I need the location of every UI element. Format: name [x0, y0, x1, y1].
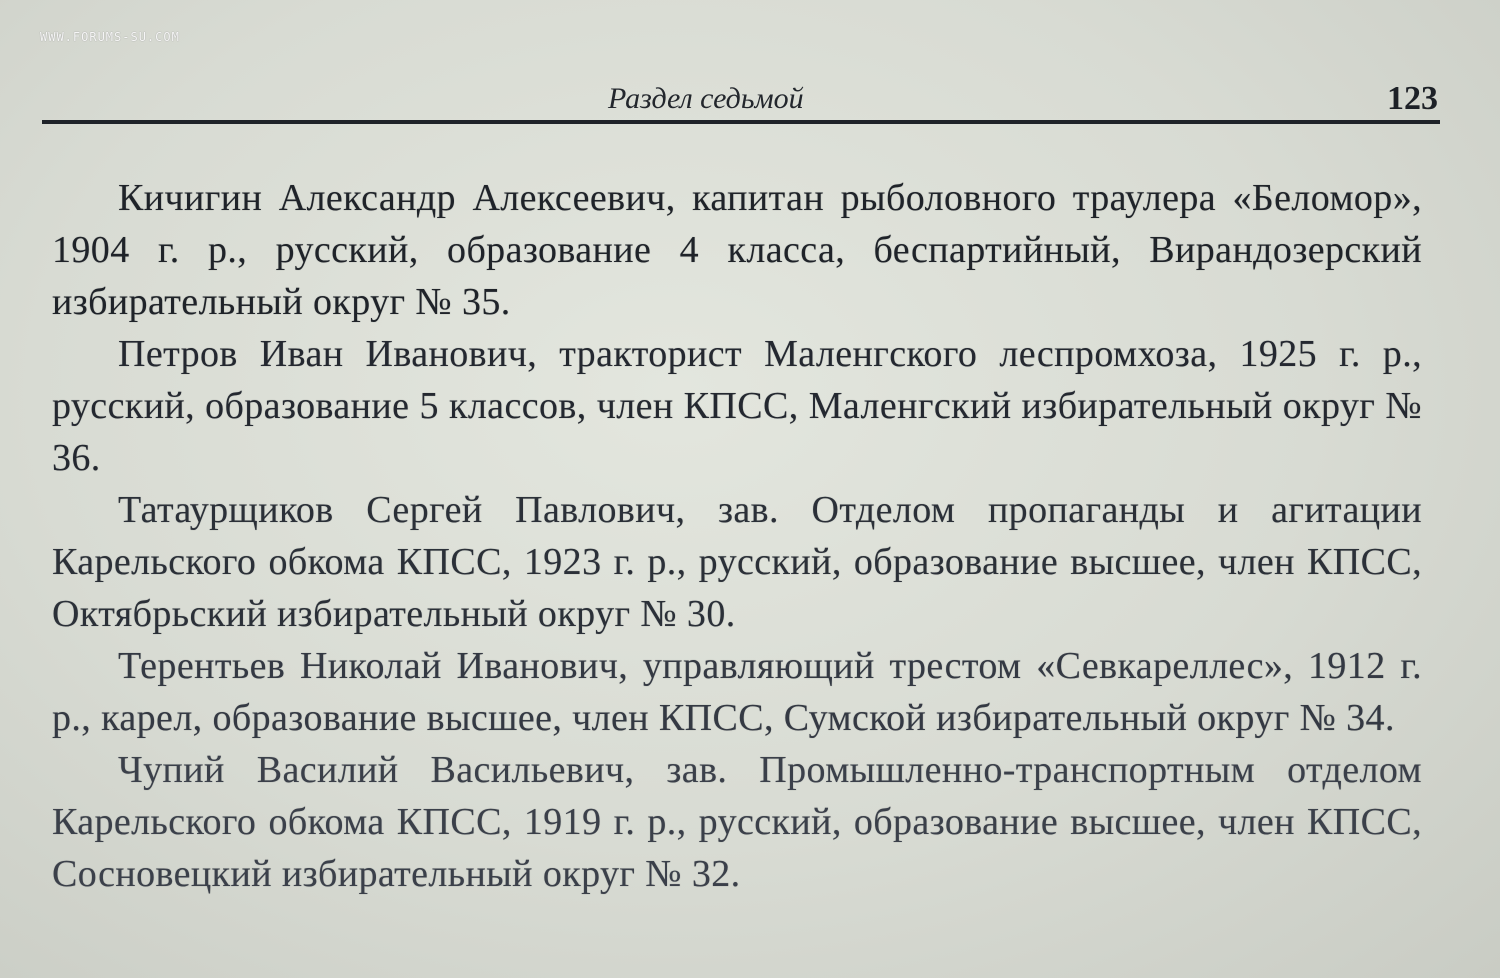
header-rule: [42, 120, 1440, 124]
list-entry: Кичигин Александр Алексеевич, капитан рыболовного траулера «Беломор», 1904 г. р., русский, образование 4 класса, беспартийный, Вирандозерский избирательный округ № 35.: [52, 177, 1422, 323]
page-number: 123: [1387, 80, 1438, 117]
list-entry: Чупий Василий Васильевич, зав. Промышленно-транспортным отделом Карельского обкома КПСС, 1919 г. р., русский, образование высшее, член КПСС, Сосновецкий избирательный округ № 32.: [52, 749, 1422, 895]
watermark: WWW.FORUMS-SU.COM: [40, 30, 180, 44]
deputy-list: [52, 172, 1422, 900]
section-title: Раздел седьмой: [608, 82, 804, 115]
running-head: [42, 80, 1438, 122]
list-entry: Петров Иван Иванович, тракторист Маленгского леспромхоза, 1925 г. р., русский, образование 5 классов, член КПСС, Маленгский избирательный округ № 36.: [52, 333, 1422, 479]
list-entry: Татаурщиков Сергей Павлович, зав. Отделом пропаганды и агитации Карельского обкома КПСС, 1923 г. р., русский, образование высшее, член КПСС, Октябрьский избирательный округ № 30.: [52, 489, 1422, 635]
list-entry: Терентьев Николай Иванович, управляющий трестом «Севкареллес», 1912 г. р., карел, образование высшее, член КПСС, Сумской избирательный округ № 34.: [52, 645, 1422, 739]
